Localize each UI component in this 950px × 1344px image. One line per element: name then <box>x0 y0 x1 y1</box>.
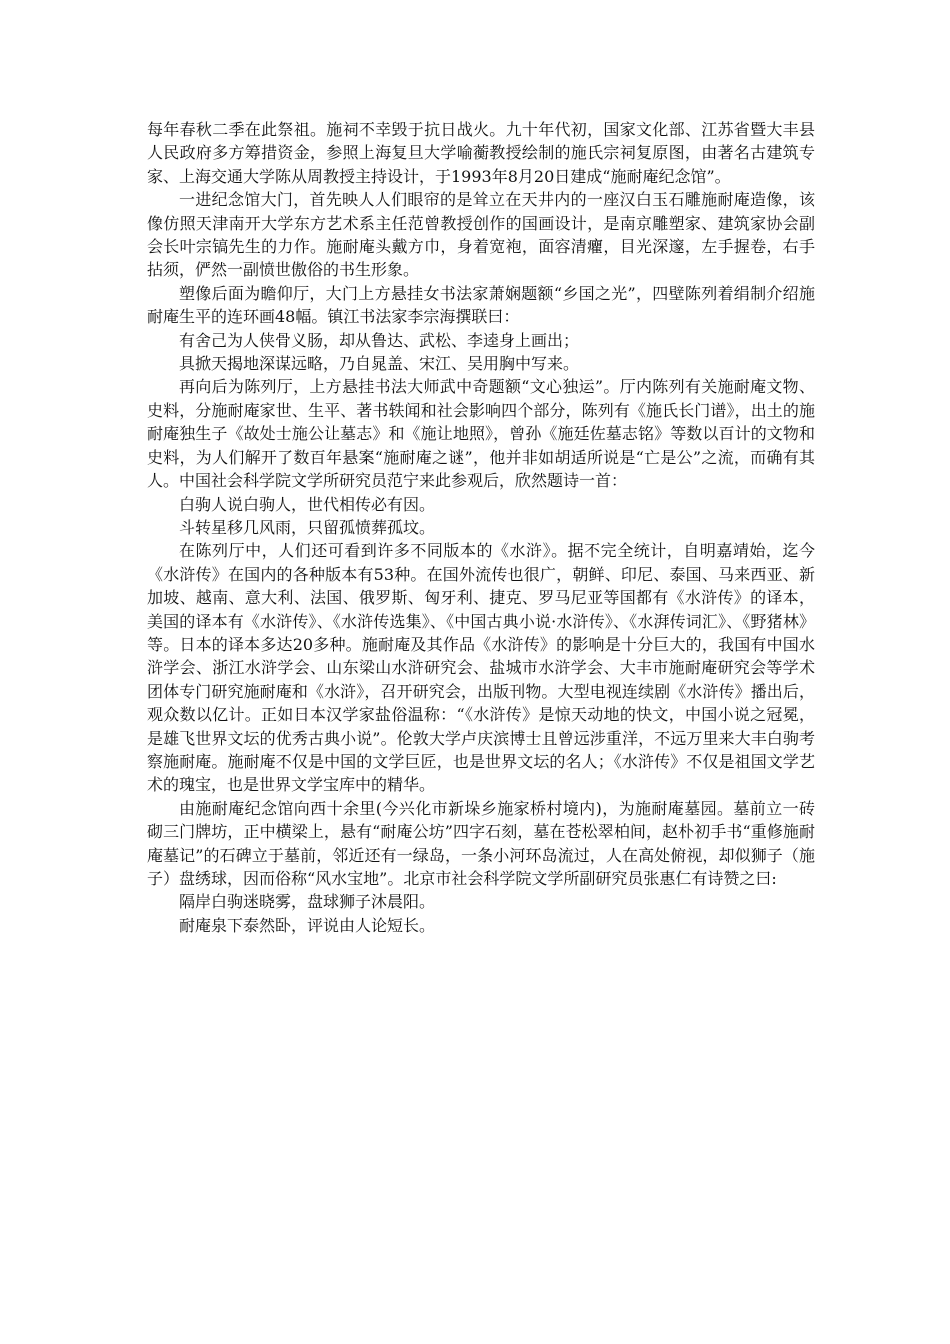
couplet-line-2: 具掀天揭地深谋远略，乃自晁盖、宋江、吴用胸中写来。 <box>179 354 580 374</box>
poem-line-3: 隔岸白驹迷晓雾，盘球狮子沐晨阳。 <box>179 892 436 912</box>
paragraph-6: 由施耐庵纪念馆向西十余里(今兴化市新垛乡施家桥村境内)，为施耐庵墓园。墓前立一砖砌三门牌坊，正中横梁上，悬有“耐庵公坊”四字石刻，墓在苍松翠柏间，赵朴初手书“重修施耐庵墓记”的石碑立于墓前，邻近还有一绿岛，一条小河环岛流过，人在高处俯视，却似狮子（施子）盘绣球，因而俗称“风水宝地”。北京市社会科学院文学所副研究员张惠仁有诗赞之曰: <box>147 798 815 888</box>
poem-line-4: 耐庵泉下泰然卧，评说由人论短长。 <box>179 915 436 935</box>
document-body <box>147 118 815 937</box>
couplet-line-1: 有舍己为人侠骨义肠，却从鲁达、武松、李逵身上画出； <box>179 330 580 350</box>
paragraph-2: 一进纪念馆大门，首先映人人们眼帘的是耸立在天井内的一座汉白玉石雕施耐庵造像，该像仿照天津南开大学东方艺术系主任范曾教授创作的国画设计，是南京雕塑家、建筑家协会副会长叶宗镐先生的力作。施耐庵头戴方巾，身着宽袍，面容清癯，目光深邃，左手握卷，右手拈须，俨然一副愤世傲俗的书生形象。 <box>147 190 815 280</box>
poem-line-2: 斗转星移几风雨，只留孤愤葬孤坟。 <box>179 517 436 537</box>
paragraph-5: 在陈列厅中，人们还可看到许多不同版本的《水浒》。据不完全统计，自明嘉靖始，迄今《水浒传》在国内的各种版本有53种。在国外流传也很广，朝鲜、印尼、泰国、马来西亚、新加坡、越南、意大利、法国、俄罗斯、匈牙利、捷克、罗马尼亚等国都有《水浒传》的译本，美国的译本有《水浒传》、《水浒传选集》、《中国古典小说·水浒传》、《水湃传词汇》、《野猪林》等。日本的译本多达20多种。施耐庵及其作品《水浒传》的影响是十分巨大的，我国有中国水浒学会、浙江水浒学会、山东梁山水浒研究会、盐城市水浒学会、大丰市施耐庵研究会等学术团体专门研究施耐庵和《水浒》，召开研究会，出版刊物。大型电视连续剧《水浒传》播出后，观众数以亿计。正如日本汉学家盐俗温称：“《水浒传》是惊天动地的快文，中国小说之冠冕，是雄飞世界文坛的优秀古典小说”。伦敦大学卢庆滨博士且曾远涉重洋，不远万里来大丰白驹考察施耐庵。施耐庵不仅是中国的文学巨匠，也是世界文坛的名人；《水浒传》不仅是祖国文学艺术的瑰宝，也是世界文学宝库中的精华。 <box>147 541 815 795</box>
paragraph-3: 塑像后面为瞻仰厅，大门上方悬挂女书法家萧娴题额“乡国之光”，四壁陈列着绢制介绍施耐庵生平的连环画48幅。镇江书法家李宗海撰联曰： <box>147 283 815 327</box>
paragraph-1: 每年春秋二季在此祭祖。施祠不幸毁于抗日战火。九十年代初，国家文化部、江苏省暨大丰县人民政府多方筹措资金，参照上海复旦大学喻蘅教授绘制的施氏宗祠复原图，由著名古建筑专家、上海交通大学陈从周教授主持设计，于1993年8月20日建成“施耐庵纪念馆”。 <box>147 120 815 186</box>
poem-line-1: 白驹人说白驹人，世代相传必有因。 <box>179 494 436 514</box>
paragraph-4: 再向后为陈列厅，上方悬挂书法大师武中奇题额“文心独运”。厅内陈列有关施耐庵文物、史料，分施耐庵家世、生平、著书轶闻和社会影响四个部分，陈列有《施氏长门谱》，出土的施耐庵独生子《故处士施公让墓志》和《施让地照》，曾孙《施廷佐墓志铭》等数以百计的文物和史料，为人们解开了数百年悬案“施耐庵之谜”，他并非如胡适所说是“亡是公”之流，而确有其人。中国社会科学院文学所研究员范宁来此参观后，欣然题诗一首： <box>147 377 815 491</box>
